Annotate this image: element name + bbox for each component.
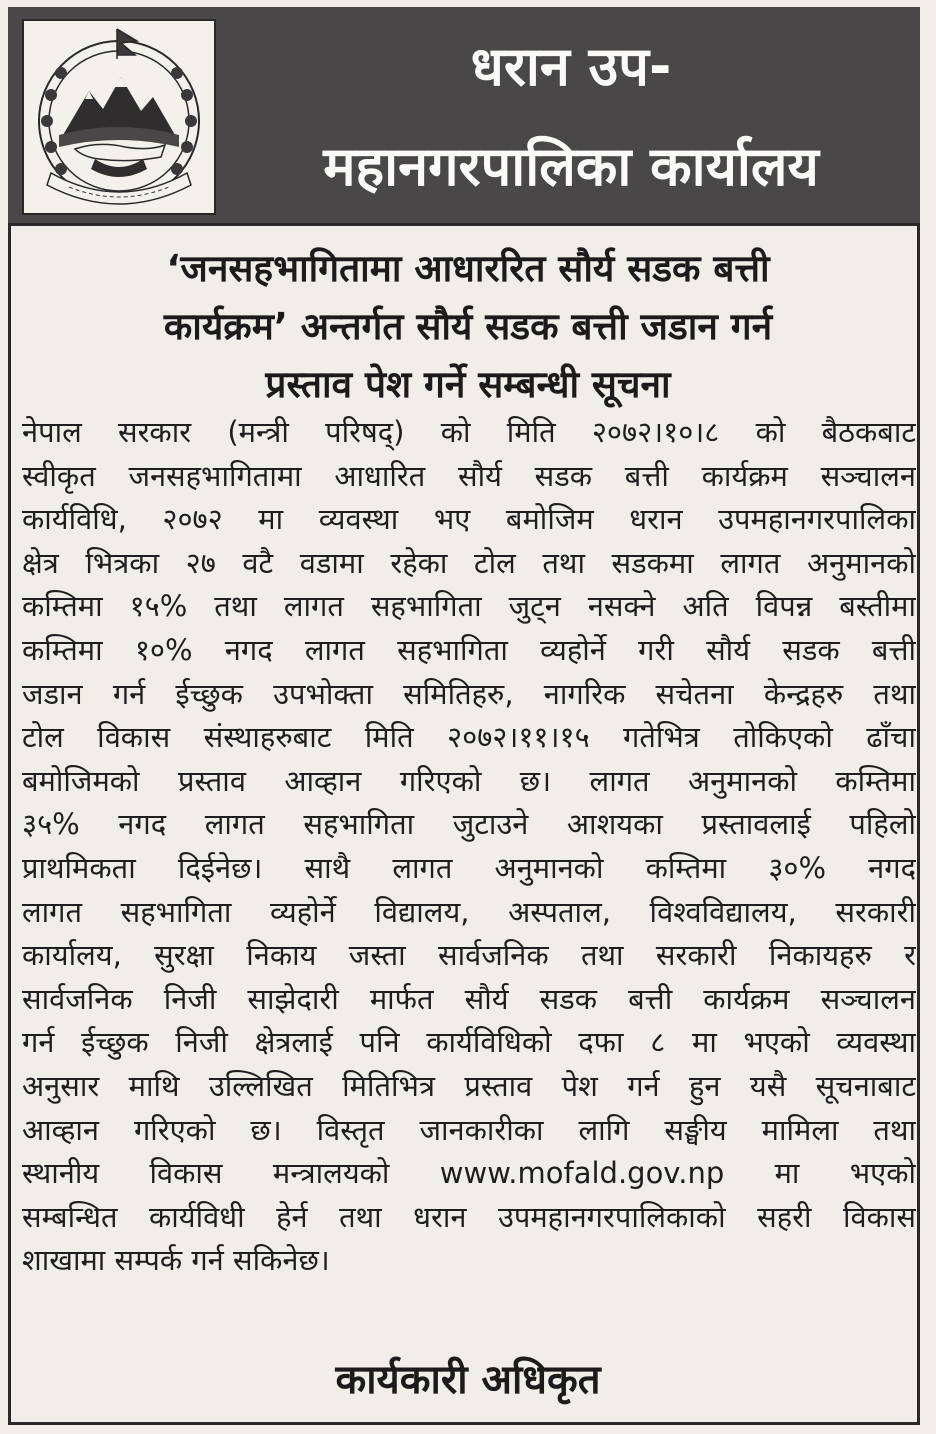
body-line-17: आव्हान गरिएको छ। विस्तृत जानकारीका लागि सङ्घीय मामिला तथा xyxy=(22,1112,916,1147)
notice-title-line-2: कार्यक्रम’ अन्तर्गत सौर्य सडक बत्ती जडान गर्न xyxy=(163,305,773,348)
body-line-20: शाखामा सम्पर्क गर्न सकिनेछ। xyxy=(22,1243,330,1278)
body-line-5: कम्तिमा १५% तथा लागत सहभागिता जुट्न नसक्ने अति विपन्न बस्तीमा xyxy=(22,589,916,624)
emblem-box xyxy=(22,19,216,215)
body-line-16: अनुसार माथि उल्लिखित मितिभित्र प्रस्ताव पेश गर्न हुन यसै सूचनाबाट xyxy=(22,1068,916,1103)
body-line-11: प्राथमिकता दिईनेछ। साथै लागत अनुमानको कम्तिमा ३०% नगद xyxy=(22,850,916,885)
body-line-9: बमोजिमको प्रस्ताव आव्हान गरिएको छ। लागत अनुमानको कम्तिमा xyxy=(22,763,916,798)
body-line-7: जडान गर्न ईच्छुक उपभोक्ता समितिहरु, नागरिक सचेतना केन्द्रहरु तथा xyxy=(22,676,916,711)
notice-title xyxy=(30,240,906,414)
office-title-line-1: धरान उप- xyxy=(470,35,672,98)
body-line-10: ३५% नगद लागत सहभागिता जुटाउने आशयका प्रस्तावलाई पहिलो xyxy=(22,807,916,842)
body-line-8: टोल विकास संस्थाहरुबाट मिति २०७२।११।१५ गतेभित्र तोकिएको ढाँचा xyxy=(22,720,916,755)
body-line-13: कार्यालय, सुरक्षा निकाय जस्ता सार्वजनिक तथा सरकारी निकायहरु र xyxy=(22,938,916,973)
notice-title-line-1: ‘जनसहभागितामा आधाररित सौर्य सडक बत्ती xyxy=(166,247,770,290)
body-line-12: लागत सहभागिता व्यहोर्ने विद्यालय, अस्पताल, विश्वविद्यालय, सरकारी xyxy=(22,894,916,929)
body-line-4: क्षेत्र भित्रका २७ वटै वडामा रहेका टोल तथा सडकमा लागत अनुमानको xyxy=(22,545,916,580)
notice-header xyxy=(8,7,920,226)
office-title xyxy=(226,17,916,217)
body-line-6: कम्तिमा १०% नगद लागत सहभागिता व्यहोर्ने गरी सौर्य सडक बत्ती xyxy=(22,632,916,667)
notice-title-line-3: प्रस्ताव पेश गर्ने सम्बन्धी सूचना xyxy=(265,363,671,406)
body-line-15: गर्न ईच्छुक निजी क्षेत्रलाई पनि कार्यविधिको दफा ८ मा भएको व्यवस्था xyxy=(22,1025,916,1060)
body-line-18: स्थानीय विकास मन्त्रालयको www.mofald.gov.np मा भएको xyxy=(22,1156,916,1191)
body-line-1: नेपाल सरकार (मन्त्री परिषद्) को मिति २०७२।१०।८ को बैठकबाट xyxy=(22,415,916,449)
office-title-line-2: महानगरपालिका कार्यालय xyxy=(323,135,819,198)
body-line-14: सार्वजनिक निजी साझेदारी मार्फत सौर्य सडक बत्ती कार्यक्रम सञ्चालन xyxy=(22,981,916,1016)
notice-body xyxy=(22,411,916,1283)
body-line-3: कार्यविधि, २०७२ मा व्यवस्था भए बमोजिम धरान उपमहानगरपालिका xyxy=(22,502,916,537)
nepal-government-emblem-icon xyxy=(29,25,209,211)
signatory-title: कार्यकारी अधिकृत xyxy=(335,1357,601,1403)
body-line-2: स्वीकृत जनसहभागितामा आधारित सौर्य सडक बत्ती कार्यक्रम सञ्चालन xyxy=(22,458,916,493)
body-line-19: सम्बन्धित कार्यविधी हेर्न तथा धरान उपमहानगरपालिकाको सहरी विकास xyxy=(22,1199,916,1234)
